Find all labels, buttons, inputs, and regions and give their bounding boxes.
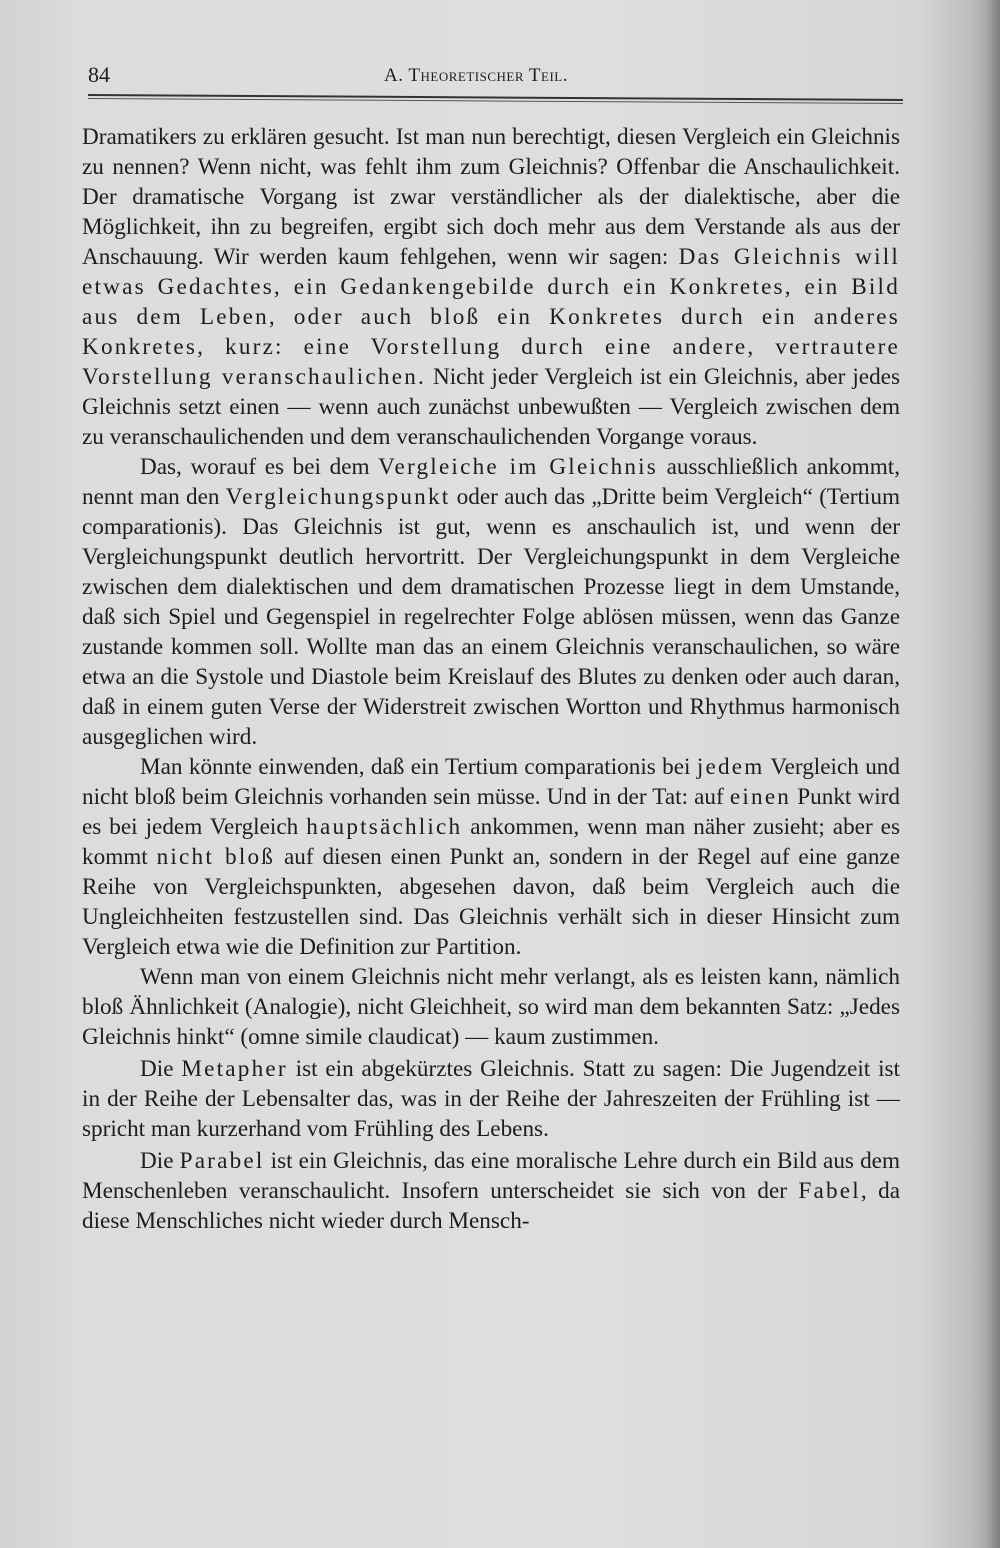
spaced-emphasis: nicht bloß: [156, 844, 276, 870]
spaced-emphasis: hauptsächlich: [306, 814, 463, 840]
spaced-emphasis: Das Gleichnis will etwas Gedachtes, ein Gedankengebilde durch ein Konkretes, ein Bild aus dem Leben, oder auch bloß ein Konkretes durch ein anderes Konkretes, kurz: eine Vorstellung durch eine andere, vertrautere Vorstellung veranschaulichen.: [82, 244, 900, 390]
page-header: [88, 62, 903, 94]
text-run: oder auch das „Dritte beim Vergleich“ (Tertium comparationis). Das Gleichnis ist gut, wenn es anschaulich ist, und wenn der Vergleichungspunkt deutlich hervortritt. Der Vergleichungspunkt in dem Vergleiche zwischen dem dialektischen und dem dramatischen Prozesse liegt in dem Umstande, daß sich Spiel und Gegenspiel in regelrechter Folge ablösen müssen, wenn das Ganze zustande kommen soll. Wollte man das an einem Gleichnis veranschaulichen, so wäre etwa an die Systole und Diastole beim Kreislauf des Blutes zu denken oder auch daran, daß in einem guten Verse der Widerstreit zwischen Wortton und Rhythmus harmonisch ausgeglichen wird.: [82, 484, 900, 750]
spaced-emphasis: Vergleiche im Gleichnis: [378, 454, 659, 480]
paragraph: [82, 962, 900, 1052]
paragraph: [82, 752, 900, 962]
text-run: auf diesen einen Punkt an, sondern in der Regel auf eine ganze Reihe von Vergleichspunkten, abgesehen davon, daß beim Vergleich auch die Ungleichheiten festzustellen sind. Das Gleichnis verhält sich in dieser Hinsicht zum Vergleich etwa wie die Definition zur Partition.: [82, 844, 901, 960]
paragraph: [82, 1054, 900, 1144]
paragraph: [82, 452, 900, 752]
text-run: Punkt wird es bei jedem Vergleich: [82, 784, 900, 840]
text-run: Man könnte einwenden, daß ein Tertium comparationis bei: [140, 754, 697, 780]
page-edge-shadow: [986, 0, 1000, 1548]
spaced-emphasis: einen: [729, 784, 792, 810]
paragraph: [82, 122, 900, 452]
text-run: ist ein Gleichnis, das eine moralische Lehre durch ein Bild aus dem Menschenleben veranschaulicht. Insofern unterscheidet sie sich von der: [82, 1148, 900, 1204]
text-run: ist ein abgekürztes Gleichnis. Statt zu sagen: Die Jugendzeit ist in der Reihe der Lebensalter das, was in der Reihe der Jahreszeiten der Frühling ist — spricht man kurzerhand vom Frühling des Lebens.: [82, 1056, 901, 1142]
spaced-emphasis: Metapher: [181, 1056, 288, 1082]
text-run: Dramatikers zu erklären gesucht. Ist man nun berechtigt, diesen Vergleich ein Gleichnis zu nennen? Wenn nicht, was fehlt ihm zum Gleichnis? Offenbar die Anschaulichkeit. Der dramatische Vorgang ist zwar verständlicher als der dialektische, aber die Möglichkeit, ihn zu begreifen, ergibt sich doch mehr aus dem Verstande als aus der Anschauung. Wir werden kaum fehlgehen, wenn wir sagen:: [82, 124, 900, 270]
spaced-emphasis: Fabel: [798, 1178, 861, 1204]
text-run: Vergleich und nicht bloß beim Gleichnis vorhanden sein müsse. Und in der Tat: auf: [82, 754, 900, 810]
text-run: Nicht jeder Vergleich ist ein Gleichnis, aber jedes Gleichnis setzt einen — wenn auch zunächst unbewußten — Vergleich zwischen dem zu veranschaulichenden und dem veranschaulichenden Vorgange voraus.: [82, 364, 900, 450]
text-run: Die: [140, 1056, 182, 1082]
text-run: , da diese Menschliches nicht wieder durch Mensch-: [82, 1178, 900, 1234]
running-head: A. Theoretischer Teil.: [384, 65, 568, 86]
spaced-emphasis: jedem: [696, 754, 765, 780]
text-run: ankommen, wenn man näher zusieht; aber es kommt: [82, 814, 900, 870]
text-run: Das, worauf es bei dem: [140, 454, 379, 480]
text-run: ausschließlich ankommt, nennt man den: [82, 454, 900, 510]
spaced-emphasis: Vergleichungspunkt: [225, 484, 451, 510]
page-number: 84: [88, 62, 110, 87]
text-run: Die: [140, 1148, 180, 1174]
spaced-emphasis: Parabel: [179, 1148, 265, 1174]
text-run: Wenn man von einem Gleichnis nicht mehr verlangt, als es leisten kann, nämlich bloß Ähnlichkeit (Analogie), nicht Gleichheit, so wird man dem bekannten Satz: „Jedes Gleichnis hinkt“ (omne simile claudicat) — kaum zustimmen.: [82, 964, 900, 1050]
paragraph: [82, 1146, 900, 1236]
body-text: [82, 122, 900, 1236]
